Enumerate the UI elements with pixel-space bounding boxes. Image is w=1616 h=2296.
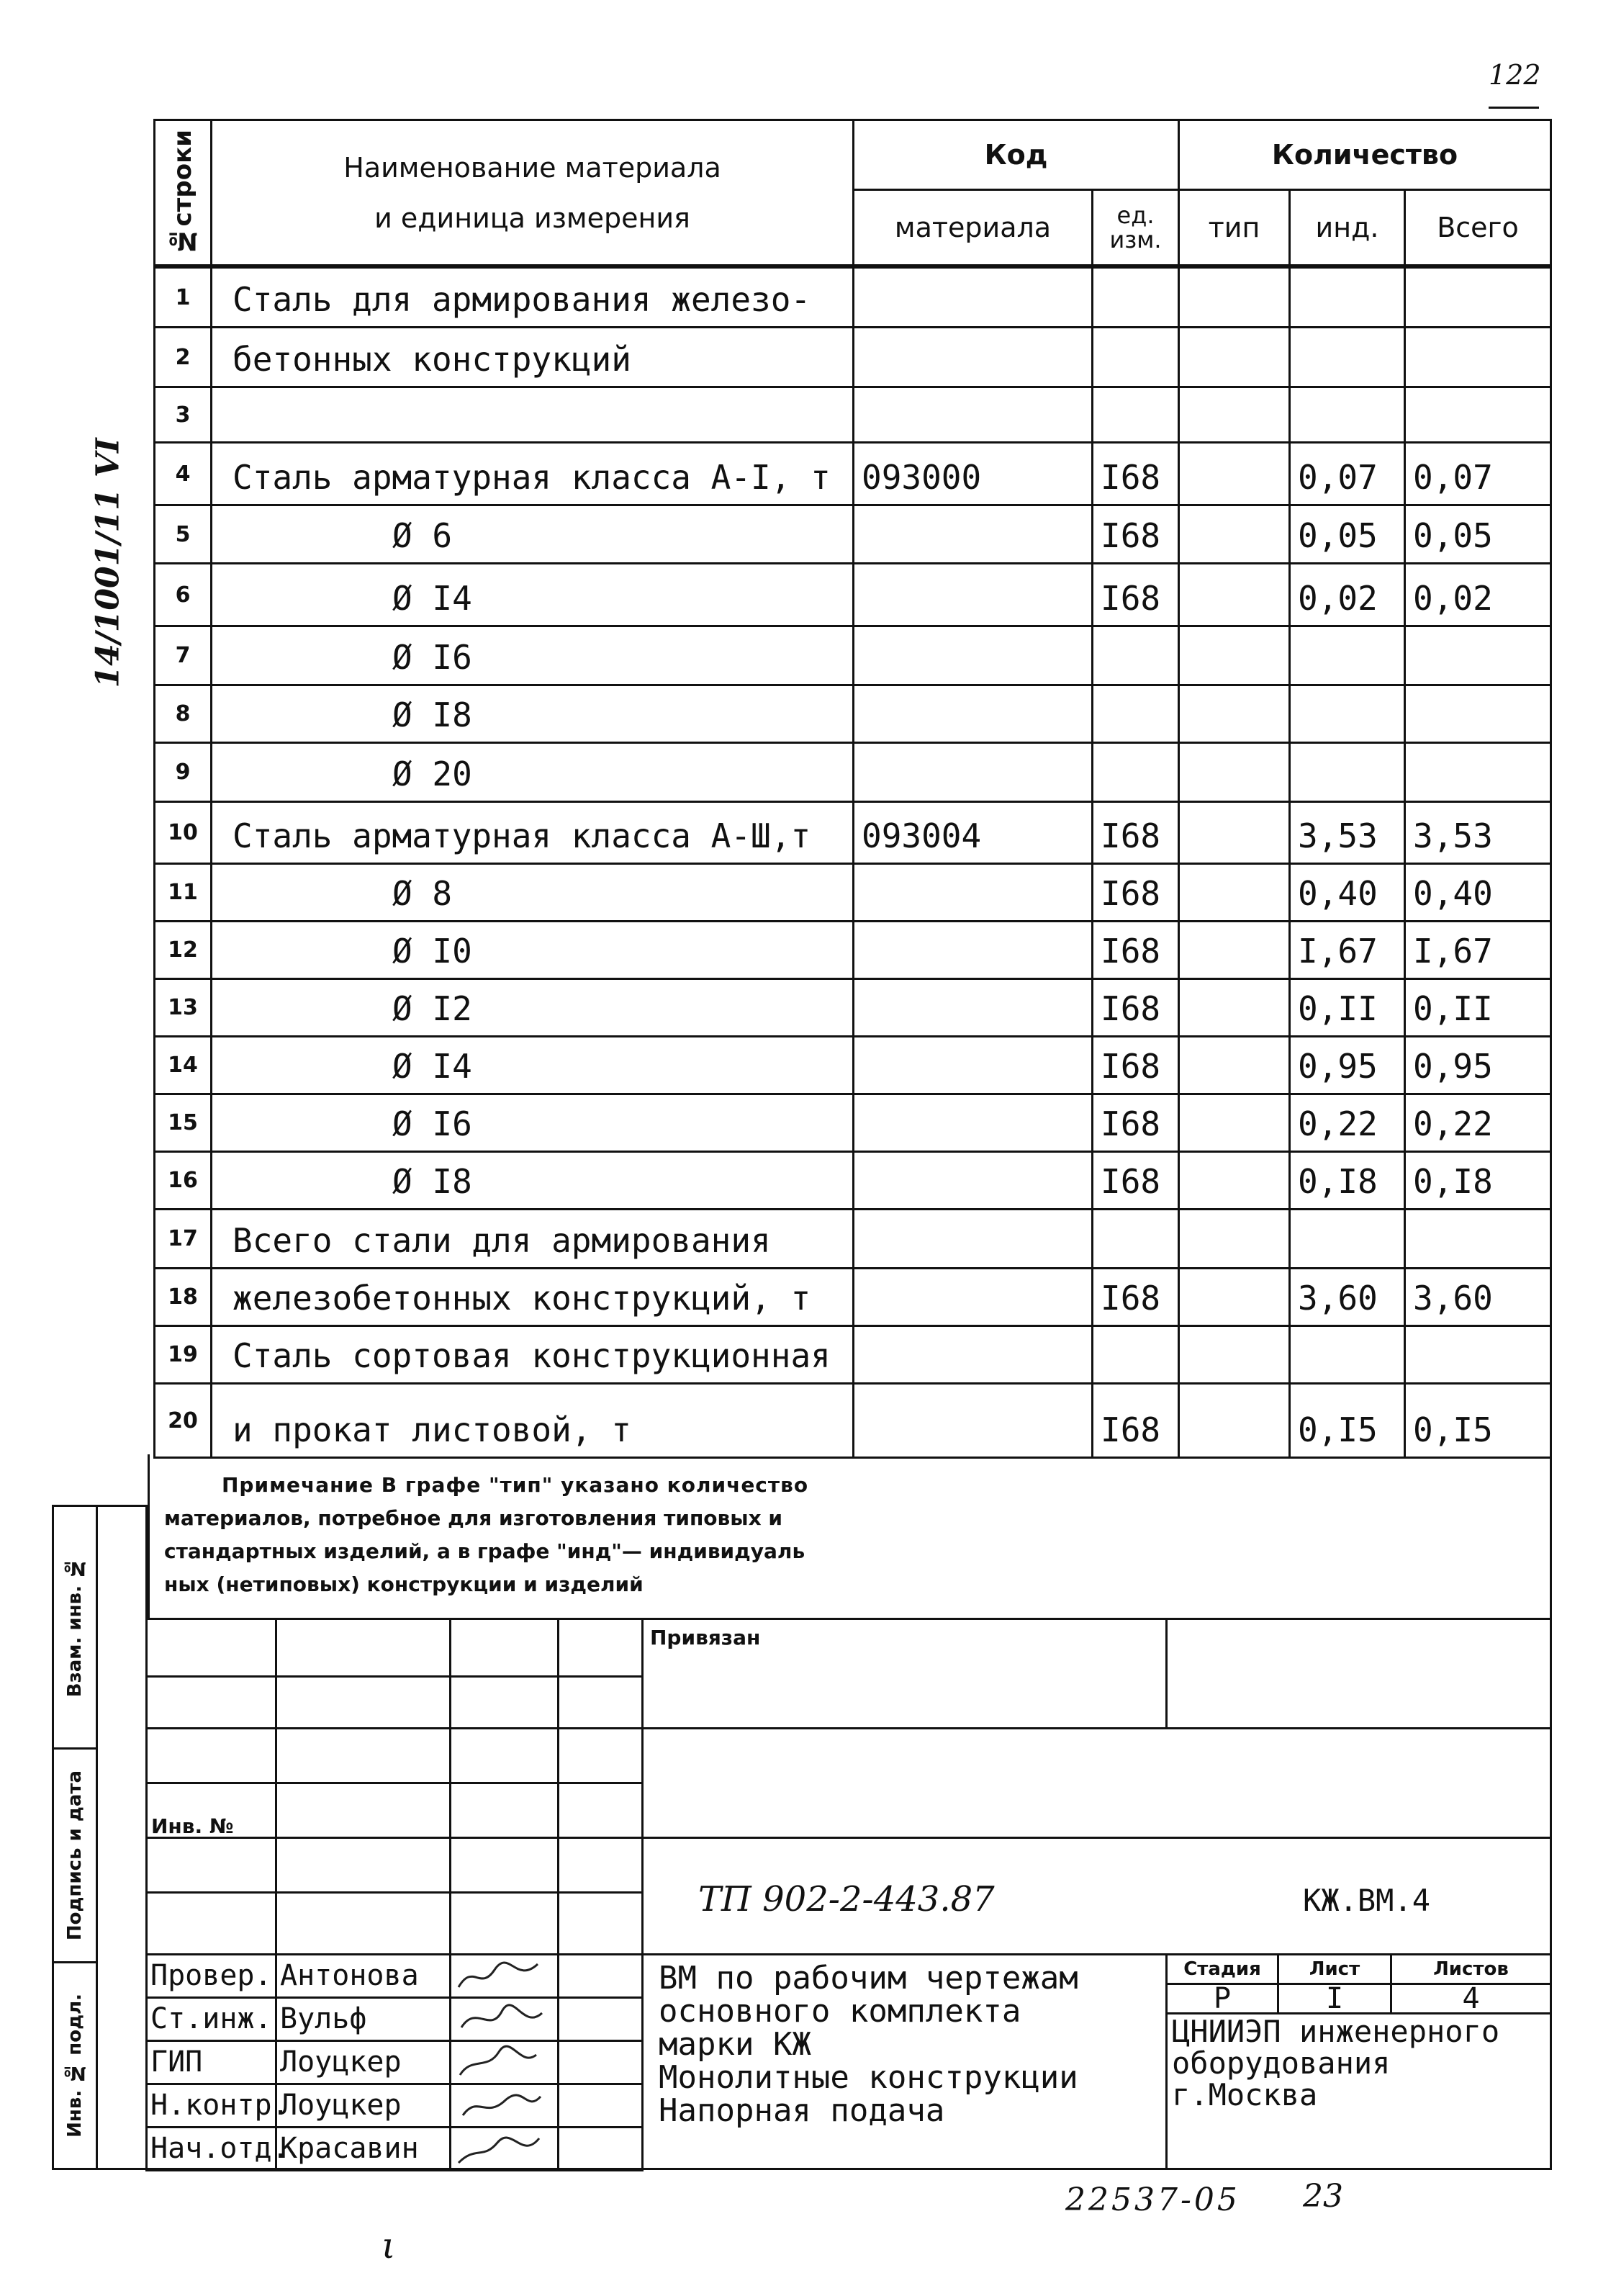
cell-n: 11 (153, 863, 212, 922)
cell-code (852, 504, 1093, 564)
role-cell: Ст.инж. (145, 1996, 277, 2042)
privyazan-right (1165, 1618, 1552, 1729)
cell-code (852, 1208, 1093, 1269)
cell-total (1404, 742, 1552, 803)
cell-n: 4 (153, 441, 212, 506)
cell-total (1404, 266, 1552, 328)
cell-name: Сталь для армирования железо- (210, 266, 854, 328)
cell-type (1178, 1325, 1291, 1385)
cell-name: Сталь арматурная класса А-I, т (210, 441, 854, 506)
cell-type (1178, 625, 1291, 686)
cell-type (1178, 920, 1291, 980)
cell-name: Ø I6 (210, 1093, 854, 1153)
header-code-unit: ед. изм. (1091, 189, 1180, 266)
cell-code (852, 863, 1093, 922)
revision-cell (145, 1837, 277, 1894)
cell-unit: I68 (1091, 1035, 1180, 1095)
cell-unit: I68 (1091, 504, 1180, 564)
description-line-5: Напорная подача (659, 2092, 945, 2129)
sheets-label-cell: Листов (1390, 1953, 1552, 1985)
description-line-2: основного комплекта (659, 1993, 1021, 2030)
cell-total: I,67 (1404, 920, 1552, 980)
footer-page: 23 (1303, 2178, 1343, 2215)
cell-ind (1288, 1208, 1406, 1269)
cell-type (1178, 742, 1291, 803)
stage-label-cell: Стадия (1165, 1953, 1279, 1985)
side-label-vzam: Взам. инв. № (64, 1557, 86, 1698)
cell-n: 8 (153, 684, 212, 744)
cell-name: Сталь арматурная класса А-Ш,т (210, 801, 854, 865)
inv-no-label: Инв. № (151, 1814, 234, 1838)
header-code-material: материала (852, 189, 1093, 266)
cell-type (1178, 863, 1291, 922)
revision-cell (449, 1618, 559, 1678)
name-cell: Лоуцкер (275, 2083, 451, 2128)
cell-ind (1288, 1325, 1406, 1385)
cell-type (1178, 1093, 1291, 1153)
cell-unit: I68 (1091, 562, 1180, 627)
cell-total: 3,53 (1404, 801, 1552, 865)
cell-ind (1288, 684, 1406, 744)
cell-ind: 0,I5 (1288, 1382, 1406, 1459)
header-name-line1: Наименование материала (343, 151, 721, 184)
side-strip-vzam (52, 1505, 98, 1750)
revision-cell (275, 1618, 451, 1678)
revision-cell (275, 1837, 451, 1894)
note-line-2: материалов, потребное для изготовления типовых и (164, 1506, 782, 1530)
signature-scribble (451, 1955, 552, 1996)
date-cell (557, 2040, 644, 2085)
cell-code: 093000 (852, 441, 1093, 506)
cell-type (1178, 562, 1291, 627)
cell-type (1178, 1382, 1291, 1459)
signature-scribble (451, 1999, 552, 2039)
note-line-1 (164, 1469, 1532, 1502)
cell-unit (1091, 742, 1180, 803)
organization (1172, 2016, 1499, 2111)
cell-code (852, 326, 1093, 388)
cell-total: 0,II (1404, 978, 1552, 1037)
cell-code (852, 1093, 1093, 1153)
revision-cell (145, 1618, 277, 1678)
cell-unit: I68 (1091, 1267, 1180, 1327)
cell-name: Ø I6 (210, 625, 854, 686)
cell-total: 0,40 (1404, 863, 1552, 922)
revision-cell (145, 1675, 277, 1729)
cell-name: Ø I2 (210, 978, 854, 1037)
signature-cell (449, 2126, 559, 2171)
cell-name: Ø I0 (210, 920, 854, 980)
cell-n: 20 (153, 1382, 212, 1459)
cell-n: 10 (153, 801, 212, 865)
cell-code (852, 1325, 1093, 1385)
side-strip-inv (52, 1961, 98, 2170)
revision-cell (557, 1837, 644, 1894)
org-line-2: оборудования (1172, 2045, 1391, 2081)
cell-type (1178, 1208, 1291, 1269)
cell-unit: I68 (1091, 1151, 1180, 1210)
cell-name: Сталь сортовая конструкционная (210, 1325, 854, 1385)
cell-n: 5 (153, 504, 212, 564)
description-line-4: Монолитные конструкции (659, 2059, 1078, 2096)
name-cell: Антонова (275, 1953, 451, 1999)
cell-total: 0,I8 (1404, 1151, 1552, 1210)
revision-cell (449, 1782, 559, 1839)
signature-scribble (451, 2042, 552, 2082)
cell-code (852, 1382, 1093, 1459)
cell-unit (1091, 1325, 1180, 1385)
header-code: Код (852, 119, 1180, 191)
revision-cell (145, 1727, 277, 1784)
cell-code (852, 386, 1093, 444)
cell-unit (1091, 326, 1180, 388)
revision-cell (449, 1837, 559, 1894)
cell-type (1178, 504, 1291, 564)
role-cell: Нач.отд. (145, 2126, 277, 2171)
note-text (164, 1469, 1532, 1601)
cell-code (852, 1035, 1093, 1095)
cell-ind: 3,53 (1288, 801, 1406, 865)
header-qty-type: тип (1178, 189, 1291, 266)
cell-name: Ø I8 (210, 1151, 854, 1210)
header-name (210, 119, 854, 266)
cell-ind: 0,05 (1288, 504, 1406, 564)
doc-code: ТП 902-2-443.87 (698, 1879, 995, 1919)
cell-total (1404, 1208, 1552, 1269)
cell-ind (1288, 326, 1406, 388)
cell-name (210, 386, 854, 444)
name-cell: Лоуцкер (275, 2040, 451, 2085)
sheet-code: КЖ.ВМ.4 (1303, 1883, 1431, 1918)
cell-n: 19 (153, 1325, 212, 1385)
role-cell: ГИП (145, 2040, 277, 2085)
cell-unit (1091, 684, 1180, 744)
signature-cell (449, 2083, 559, 2128)
revision-cell (449, 1891, 559, 1955)
note-line-3: стандартных изделий, а в графе "инд"— индивидуаль (164, 1539, 805, 1563)
cell-n: 18 (153, 1267, 212, 1327)
cell-code: 093004 (852, 801, 1093, 865)
cell-n: 6 (153, 562, 212, 627)
cell-ind: 0,II (1288, 978, 1406, 1037)
side-label-inv: Инв. № подл. (64, 1994, 86, 2138)
cell-code (852, 1151, 1093, 1210)
cell-unit (1091, 266, 1180, 328)
cell-code (852, 1267, 1093, 1327)
cell-ind: 0,I8 (1288, 1151, 1406, 1210)
cell-total: 0,07 (1404, 441, 1552, 506)
side-strip-bar (96, 1505, 148, 2170)
cell-name: и прокат листовой, т (210, 1382, 854, 1459)
cell-ind: 0,40 (1288, 863, 1406, 922)
revision-cell (449, 1675, 559, 1729)
cell-n: 3 (153, 386, 212, 444)
cell-n: 9 (153, 742, 212, 803)
revision-cell (557, 1618, 644, 1678)
margin-note: 14/1001/11 VI (89, 438, 127, 688)
revision-cell (557, 1782, 644, 1839)
privyazan-label: Привязан (650, 1626, 761, 1649)
cell-ind: 0,07 (1288, 441, 1406, 506)
signature-scribble (451, 2085, 552, 2125)
cell-type (1178, 266, 1291, 328)
org-line-1: ЦНИИЭП инженерного (1172, 2014, 1500, 2049)
cell-code (852, 625, 1093, 686)
cell-name: Ø I4 (210, 1035, 854, 1095)
cell-name: Всего стали для армирования (210, 1208, 854, 1269)
cell-ind (1288, 742, 1406, 803)
date-cell (557, 2083, 644, 2128)
cell-ind: 0,95 (1288, 1035, 1406, 1095)
cell-total (1404, 326, 1552, 388)
cell-type (1178, 684, 1291, 744)
cell-code (852, 266, 1093, 328)
description-line-3: марки КЖ (659, 2026, 811, 2063)
description-line-1: ВМ по рабочим чертежам (659, 1960, 1078, 1996)
cell-n: 16 (153, 1151, 212, 1210)
cell-name: Ø 20 (210, 742, 854, 803)
cell-name: Ø I4 (210, 562, 854, 627)
cell-unit: I68 (1091, 920, 1180, 980)
cell-unit (1091, 386, 1180, 444)
name-cell: Красавин (275, 2126, 451, 2171)
cell-total: 3,60 (1404, 1267, 1552, 1327)
cell-total: 0,I5 (1404, 1382, 1552, 1459)
revision-cell (275, 1727, 451, 1784)
stage-value: Р (1165, 1983, 1279, 2014)
cell-code (852, 978, 1093, 1037)
revision-cell (449, 1727, 559, 1784)
header-qty-total: Всего (1404, 189, 1552, 266)
footer-mark: ι (382, 2225, 396, 2266)
cell-name: Ø 8 (210, 863, 854, 922)
header-quantity: Количество (1178, 119, 1552, 191)
cell-name: Ø I8 (210, 684, 854, 744)
privyazan-row2 (641, 1727, 1552, 1839)
cell-n: 17 (153, 1208, 212, 1269)
sheet-label-cell: Лист (1277, 1953, 1392, 1985)
cell-n: 13 (153, 978, 212, 1037)
cell-n: 1 (153, 266, 212, 328)
cell-total: 0,02 (1404, 562, 1552, 627)
page-number-rule (1489, 107, 1539, 109)
cell-n: 2 (153, 326, 212, 388)
role-cell: Н.контр. (145, 2083, 277, 2128)
cell-n: 14 (153, 1035, 212, 1095)
footer-doc-number: 22537-05 (1065, 2182, 1240, 2218)
cell-unit: I68 (1091, 801, 1180, 865)
date-cell (557, 2126, 644, 2171)
revision-cell (557, 1727, 644, 1784)
cell-name: бетонных конструкций (210, 326, 854, 388)
cell-ind (1288, 386, 1406, 444)
cell-ind: 0,22 (1288, 1093, 1406, 1153)
revision-cell (275, 1675, 451, 1729)
cell-unit: I68 (1091, 1382, 1180, 1459)
cell-n: 12 (153, 920, 212, 980)
cell-ind (1288, 625, 1406, 686)
cell-total: 0,95 (1404, 1035, 1552, 1095)
note-line-4: ных (нетиповых) конструкции и изделий (164, 1572, 644, 1596)
cell-total (1404, 386, 1552, 444)
cell-type (1178, 1035, 1291, 1095)
cell-name: Ø 6 (210, 504, 854, 564)
cell-total (1404, 684, 1552, 744)
cell-unit: I68 (1091, 978, 1180, 1037)
cell-ind (1288, 266, 1406, 328)
cell-ind: I,67 (1288, 920, 1406, 980)
cell-ind: 3,60 (1288, 1267, 1406, 1327)
cell-total: 0,05 (1404, 504, 1552, 564)
cell-type (1178, 801, 1291, 865)
date-cell (557, 1953, 644, 1999)
revision-cell (275, 1782, 451, 1839)
cell-code (852, 684, 1093, 744)
cell-code (852, 742, 1093, 803)
cell-total: 0,22 (1404, 1093, 1552, 1153)
side-label-podpis: Подпись и дата (64, 1770, 86, 1941)
cell-unit (1091, 1208, 1180, 1269)
cell-name: железобетонных конструкций, т (210, 1267, 854, 1327)
sheets-value: 4 (1390, 1983, 1552, 2014)
role-cell: Провер. (145, 1953, 277, 1999)
cell-type (1178, 1151, 1291, 1210)
header-row-no-text: №строки (168, 130, 197, 256)
cell-n: 7 (153, 625, 212, 686)
cell-code (852, 562, 1093, 627)
cell-ind: 0,02 (1288, 562, 1406, 627)
header-row-no (153, 119, 212, 266)
cell-unit (1091, 625, 1180, 686)
name-cell: Вульф (275, 1996, 451, 2042)
revision-cell (557, 1675, 644, 1729)
revision-cell (145, 1891, 277, 1955)
cell-type (1178, 441, 1291, 506)
signature-cell (449, 1996, 559, 2042)
cell-total (1404, 1325, 1552, 1385)
header-qty-ind: инд. (1288, 189, 1406, 266)
sheet-value: I (1277, 1983, 1392, 2014)
signature-cell (449, 1953, 559, 1999)
org-line-3: г.Москва (1172, 2077, 1318, 2112)
cell-type (1178, 326, 1291, 388)
header-name-line2: и единица измерения (374, 202, 690, 234)
cell-type (1178, 386, 1291, 444)
cell-n: 15 (153, 1093, 212, 1153)
cell-code (852, 920, 1093, 980)
revision-cell (557, 1891, 644, 1955)
note-line-1-text: Примечание В графе "тип" указано количество (222, 1473, 809, 1497)
date-cell (557, 1996, 644, 2042)
revision-cell (275, 1891, 451, 1955)
cell-unit: I68 (1091, 441, 1180, 506)
cell-unit: I68 (1091, 863, 1180, 922)
signature-cell (449, 2040, 559, 2085)
description (659, 1962, 1078, 2128)
side-strip-podpis (52, 1747, 98, 1963)
cell-type (1178, 1267, 1291, 1327)
signature-scribble (451, 2128, 552, 2169)
cell-type (1178, 978, 1291, 1037)
page-number: 122 (1489, 59, 1541, 91)
cell-unit: I68 (1091, 1093, 1180, 1153)
cell-total (1404, 625, 1552, 686)
